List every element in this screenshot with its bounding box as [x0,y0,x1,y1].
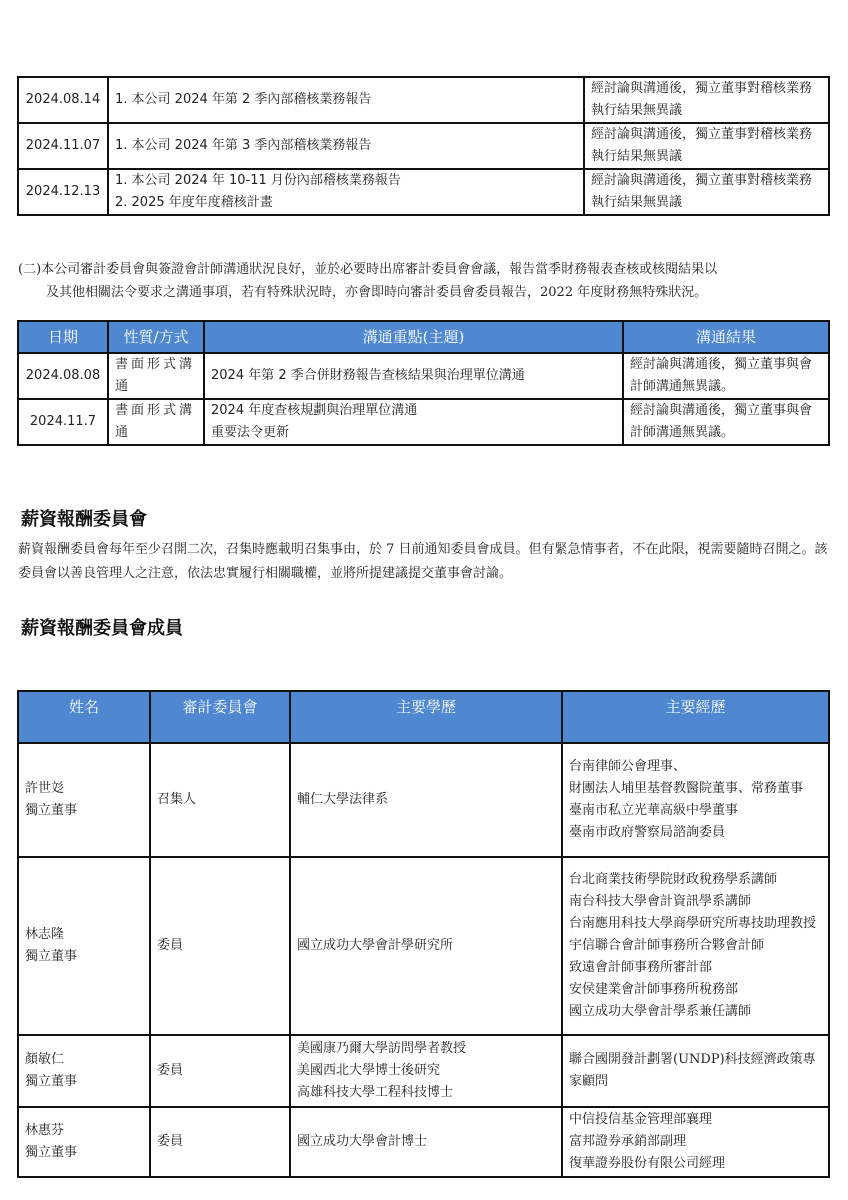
meeting-date: 2024.11.07 [18,123,108,169]
member-education: 國立成功大學會計學研究所 [290,857,562,1035]
audit-meetings-table [17,76,830,216]
header-education: 主要學歷 [290,691,562,743]
paragraph-line-2: 及其他相關法令要求之溝通事項，若有特殊狀況時，亦會即時向審計委員會委員報告，2022 年度財務無特殊狀況。 [46,285,708,300]
header-experience: 主要經歷 [562,691,829,743]
member-education: 國立成功大學會計博士 [290,1107,562,1177]
member-role: 委員 [150,1035,290,1107]
table-row [18,77,829,123]
meeting-result: 經討論與溝通後，獨立董事對稽核業務執行結果無異議 [584,169,829,215]
header-committee-role: 審計委員會 [150,691,290,743]
remuneration-description: 薪資報酬委員會每年至少召開二次，召集時應載明召集事由，於 7 日前通知委員會成員。但有緊急情事者，不在此限，視需要隨時召開之。該委員會以善良管理人之注意，依法忠實履行相關職權，並將所提建議提交董事會討論。 [18,542,828,581]
member-experience: 聯合國開發計劃署(UNDP)科技經濟政策專家顧問 [562,1035,829,1107]
comm-method: 書面形式溝通 [108,399,204,445]
paragraph-line-1: (二)本公司審計委員會與簽證會計師溝通狀況良好，並於必要時出席審計委員會會議，報告當季財務報表查核或核閱結果以 [18,262,718,277]
table-row [18,857,829,1035]
header-method: 性質/方式 [108,321,204,353]
meeting-date: 2024.12.13 [18,169,108,215]
table-header-row [18,321,829,353]
table-row [18,399,829,445]
member-name: 許世彣 獨立董事 [18,743,150,857]
comm-result: 經討論與溝通後，獨立董事與會計師溝通無異議。 [623,399,829,445]
comm-date: 2024.08.08 [18,353,108,399]
cpa-communication-paragraph [18,258,833,304]
table-row [18,1035,829,1107]
table-row [18,353,829,399]
member-experience: 台北商業技術學院財政稅務學系講師 南台科技大學會計資訊學系講師 台南應用科技大學商學研究所專技助理教授 宇信聯合會計師事務所合夥會計師 致遠會計師事務所審計部 安侯建業會計師事務所稅務部 國立成功大學會計學系兼任講師 [562,857,829,1035]
member-name: 林志隆 獨立董事 [18,857,150,1035]
member-role: 委員 [150,857,290,1035]
meeting-result: 經討論與溝通後，獨立董事對稽核業務執行結果無異議 [584,77,829,123]
comm-date: 2024.11.7 [18,399,108,445]
meeting-date: 2024.08.14 [18,77,108,123]
cpa-communication-table [17,320,830,446]
comm-topic: 2024 年第 2 季合併財務報告查核結果與治理單位溝通 [204,353,623,399]
header-name: 姓名 [18,691,150,743]
comm-result: 經討論與溝通後，獨立董事與會計師溝通無異議。 [623,353,829,399]
member-name: 顏敏仁 獨立董事 [18,1035,150,1107]
meeting-result: 經討論與溝通後，獨立董事對稽核業務執行結果無異議 [584,123,829,169]
remuneration-committee-title: 薪資報酬委員會 [21,509,147,530]
comm-topic: 2024 年度查核規劃與治理單位溝通 重要法令更新 [204,399,623,445]
member-role: 委員 [150,1107,290,1177]
member-education: 美國康乃爾大學訪問學者教授 美國西北大學博士後研究 高雄科技大學工程科技博士 [290,1035,562,1107]
header-result: 溝通結果 [623,321,829,353]
member-name: 林惠芬 獨立董事 [18,1107,150,1177]
header-date: 日期 [18,321,108,353]
meeting-items: 1. 本公司 2024 年第 2 季內部稽核業務報告 [108,77,584,123]
comm-method: 書面形式溝通 [108,353,204,399]
table-row [18,169,829,215]
header-topic: 溝通重點(主題) [204,321,623,353]
remuneration-members-title: 薪資報酬委員會成員 [21,618,183,639]
member-experience: 台南律師公會理事、 財團法人埔里基督教醫院董事、常務董事 臺南市私立光華高級中學董事 臺南市政府警察局諮詢委員 [562,743,829,857]
table-header-row [18,691,829,743]
meeting-items: 1. 本公司 2024 年 10-11 月份內部稽核業務報告 2. 2025 年度年度稽核計畫 [108,169,584,215]
table-row [18,743,829,857]
member-role: 召集人 [150,743,290,857]
meeting-items: 1. 本公司 2024 年第 3 季內部稽核業務報告 [108,123,584,169]
members-table [17,690,830,1178]
member-education: 輔仁大學法律系 [290,743,562,857]
member-experience: 中信投信基金管理部襄理 富邦證券承銷部副理 復華證券股份有限公司經理 [562,1107,829,1177]
table-row [18,123,829,169]
table-row [18,1107,829,1177]
